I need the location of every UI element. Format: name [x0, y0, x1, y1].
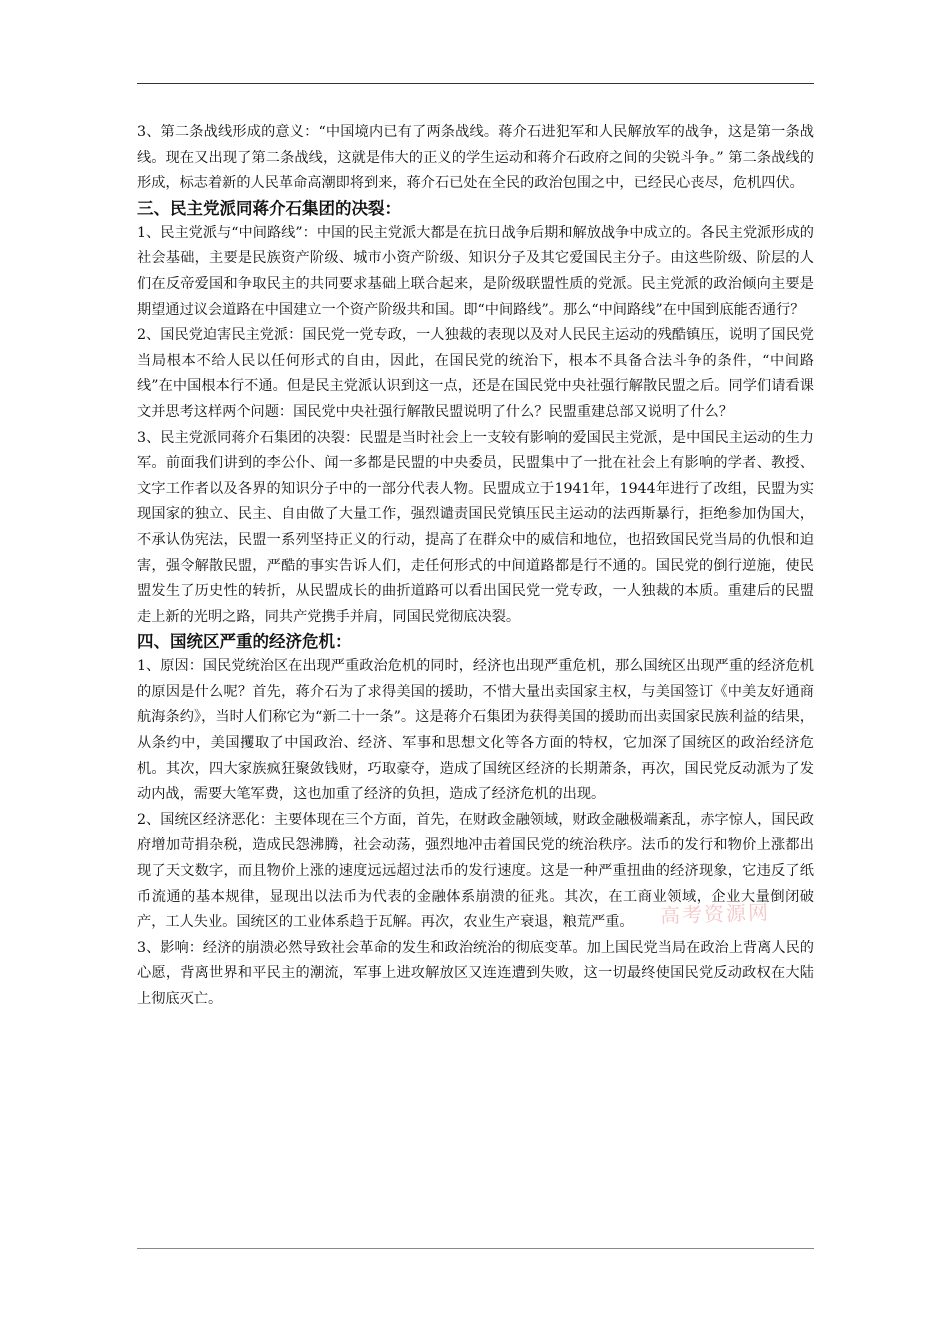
- section-heading-4: 四、国统区严重的经济危机：: [137, 632, 352, 652]
- paragraph-middle-road: 1、民主党派与“中间路线”：中国的民主党派大都是在抗日战争后期和解放战争中成立的。各民主党派形成的社会基础，主要是民族资产阶级、城市小资产阶级、知识分子及其它爱国民主分子。由这些阶级、阶层的人们在反帝爱国和争取民主的共同要求基础上联合起来，是阶级联盟性质的党派。民主党派的政治倾向主要是期望通过议会道路在中国建立一个资产阶级共和国。即“中间路线”。那么“中间路线”在中国到底能否通行？: [137, 224, 814, 318]
- document-body: [137, 120, 814, 1013]
- footer-rule: [137, 1248, 814, 1249]
- paragraph-second-front-significance: 3、第二条战线形成的意义：“中国境内已有了两条战线。蒋介石进犯军和人民解放军的战争，这是第一条战线。现在又出现了第二条战线，这就是伟大的正义的学生运动和蒋介石政府之间的尖锐斗争。” 第二条战线的形成，标志着新的人民革命高潮即将到来，蒋介石已处在全民的政治包围之中，已经民心丧尽，危机四伏。: [137, 124, 814, 192]
- paragraph-crisis-causes: 1、原因：国民党统治区在出现严重政治危机的同时，经济也出现严重危机，那么国统区出现严重的经济危机的原因是什么呢？首先，蒋介石为了求得美国的援助，不惜大量出卖国家主权，与美国签订《中美友好通商航海条约》，当时人们称它为“新二十一条”。这是蒋介石集团为获得美国的援助而出卖国家民族利益的结果，从条约中，美国攫取了中国政治、经济、军事和思想文化等各方面的特权，它加深了国统区的政治经济危机。其次，四大家族疯狂聚敛钱财，巧取豪夺，造成了国统区经济的长期萧条，再次，国民党反动派为了发动内战，需要大笔军费，这也加重了经济的负担，造成了经济危机的出现。: [137, 658, 814, 803]
- paragraph-break-with-chiang: 3、民主党派同蒋介石集团的决裂：民盟是当时社会上一支较有影响的爱国民主党派，是中国民主运动的生力军。前面我们讲到的李公仆、闻一多都是民盟的中央委员，民盟集中了一批在社会上有影响的学者、教授、文字工作者以及各界的知识分子中的一部分代表人物。民盟成立于1941年，1944年进行了改组，民盟为实现国家的独立、民主、自由做了大量工作，强烈谴责国民党镇压民主运动的法西斯暴行，拒绝参加伪国大，不承认伪宪法，民盟一系列坚持正义的行动，提高了在群众中的威信和地位，也招致国民党当局的仇恨和迫害，强令解散民盟，严酷的事实告诉人们，走任何形式的中间道路都是行不通的。国民党的倒行逆施，使民盟发生了历史性的转折，从民盟成长的曲折道路可以看出国民党一党专政，一人独裁的本质。重建后的民盟走上新的光明之路，同共产党携手并肩，同国民党彻底决裂。: [137, 429, 814, 625]
- paragraph-kmt-persecution: 2、国民党迫害民主党派：国民党一党专政，一人独裁的表现以及对人民民主运动的残酷镇压，说明了国民党当局根本不给人民以任何形式的自由，因此，在国民党的统治下，根本不具备合法斗争的条件，“中间路线”在中国根本行不通。但是民主党派认识到这一点，还是在国民党中央社强行解散民盟之后。同学们请看课文并思考这样两个问题：国民党中央社强行解散民盟说明了什么？民盟重建总部又说明了什么？: [137, 327, 814, 420]
- watermark: 高考资源网: [659, 900, 771, 928]
- paragraph-economic-deterioration: 2、国统区经济恶化：主要体现在三个方面，首先，在财政金融领域，财政金融极端紊乱，赤字惊人，国民政府增加苛捐杂税，造成民怨沸腾，社会动荡，强烈地冲击着国民党的统治秩序。法币的发行和物价上涨都出现了天文数字，而且物价上涨的速度远远超过法币的发行速度。这是一种严重扭曲的经济现象，它违反了纸币流通的基本规律，显现出以法币为代表的金融体系崩溃的征兆。其次，在工商业领域，企业大量倒闭破产，工人失业。国统区的工业体系趋于瓦解。再次，农业生产衰退，粮荒严重。: [137, 811, 814, 931]
- header-rule: [137, 83, 814, 84]
- paragraph-impact: 3、影响：经济的崩溃必然导致社会革命的发生和政治统治的彻底变革。加上国民党当局在政治上背离人民的心愿，背离世界和平民主的潮流，军事上进攻解放区又连连遭到失败，这一切最终使国民党反动政权在大陆上彻底灭亡。: [137, 939, 814, 1007]
- section-heading-3: 三、民主党派同蒋介石集团的决裂：: [137, 198, 401, 218]
